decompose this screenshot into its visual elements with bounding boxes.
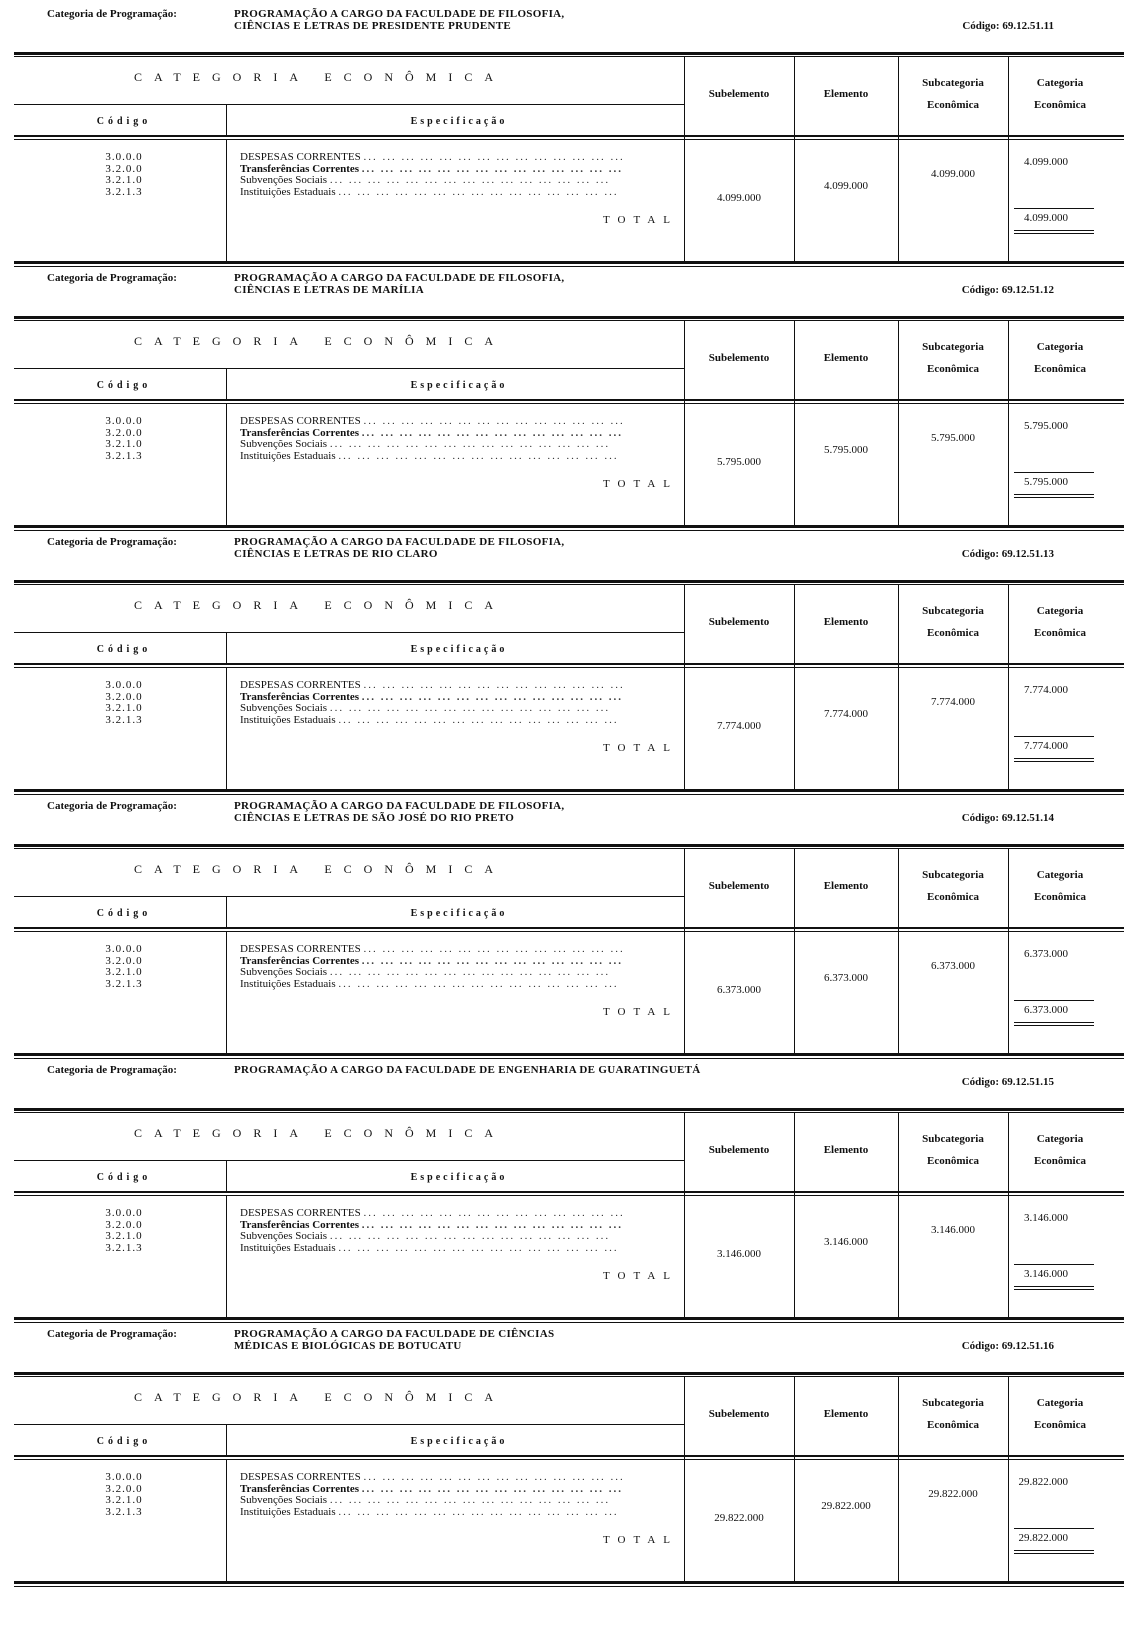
column-divider <box>898 321 899 525</box>
program-title-line2: CIÊNCIAS E LETRAS DE PRESIDENTE PRUDENTE <box>234 20 511 32</box>
code-cell: 3.2.0.0 <box>105 162 143 175</box>
subcategoria-value: 5.795.000 <box>931 432 975 444</box>
budget-table <box>14 316 1124 536</box>
spec-row: Subvenções Sociais ... ... ... ... ... ... ... ... ... ... ... ... ... ... ... <box>240 1495 611 1506</box>
elemento-value: 5.795.000 <box>824 444 868 456</box>
elemento-value: 7.774.000 <box>824 708 868 720</box>
code-value: 69.12.51.14 <box>1001 812 1054 824</box>
elemento-value: 4.099.000 <box>824 180 868 192</box>
total-double-rule <box>1014 494 1094 498</box>
program-title-line1: PROGRAMAÇÃO A CARGO DA FACULDADE DE FILOSOFIA, <box>234 272 565 284</box>
specification-list <box>240 944 682 990</box>
categoria-column-header: Categoria Econômica <box>1034 604 1086 639</box>
code-cell: 3.2.1.3 <box>105 1505 143 1518</box>
programming-section <box>0 1064 1138 1334</box>
code-cell: 3.2.1.3 <box>105 713 143 726</box>
subcategoria-column-header: Subcategoria Econômica <box>922 604 984 639</box>
code-cell: 3.0.0.0 <box>105 1471 143 1483</box>
column-divider <box>684 849 685 1053</box>
categoria-column-header: Categoria Econômica <box>1034 868 1086 903</box>
codigo-column-header: Código <box>96 908 152 919</box>
code-cell: 3.2.1.3 <box>105 449 143 462</box>
total-value: 4.099.000 <box>1024 212 1068 224</box>
column-divider <box>794 1113 795 1317</box>
subelemento-value: 6.373.000 <box>717 984 761 996</box>
elemento-column-header: Elemento <box>823 615 869 628</box>
total-label: TOTAL <box>603 478 678 490</box>
subelemento-value: 4.099.000 <box>717 192 761 204</box>
spec-row: Transferências Correntes ... ... ... ... ... ... ... ... ... ... ... ... ... ... <box>240 955 624 967</box>
column-divider <box>684 321 685 525</box>
total-label: TOTAL <box>603 214 678 226</box>
total-label: TOTAL <box>603 742 678 754</box>
especificacao-column-header: Especificação <box>410 1436 508 1447</box>
subcategoria-column-header: Subcategoria Econômica <box>922 1396 984 1431</box>
program-code <box>962 548 1054 560</box>
spec-row: DESPESAS CORRENTES ... ... ... ... ... ... ... ... ... ... ... ... ... ... <box>240 944 625 955</box>
code-label: Código: <box>961 1340 999 1352</box>
column-divider <box>794 1377 795 1581</box>
category-rule <box>14 1160 684 1161</box>
categoria-column-header: Categoria Econômica <box>1034 1132 1086 1167</box>
elemento-value: 6.373.000 <box>824 972 868 984</box>
categoria-economica-heading: CATEGORIA ECONÔMICA <box>134 334 506 348</box>
subelemento-column-header: Subelemento <box>708 351 770 364</box>
code-label: Código: <box>961 1076 999 1088</box>
section-header <box>0 1064 1138 1104</box>
subelemento-value: 7.774.000 <box>717 720 761 732</box>
subtotal-rule <box>1014 1528 1094 1529</box>
categoria-value: 3.146.000 <box>1024 1212 1068 1224</box>
category-label: Categoria de Programação: <box>47 536 177 548</box>
column-divider <box>898 57 899 261</box>
column-divider <box>226 1424 227 1456</box>
program-title-line1: PROGRAMAÇÃO A CARGO DA FACULDADE DE FILOSOFIA, <box>234 8 565 20</box>
spec-row: Instituições Estaduais ... ... ... ... ... ... ... ... ... ... ... ... ... ... ... <box>240 450 619 462</box>
code-cell: 3.0.0.0 <box>105 415 143 427</box>
program-title-line2: MÉDICAS E BIOLÓGICAS DE BOTUCATU <box>234 1340 462 1352</box>
elemento-column-header: Elemento <box>823 1407 869 1420</box>
column-divider <box>226 404 227 525</box>
code-cell: 3.2.1.3 <box>105 977 143 990</box>
code-cell: 3.2.0.0 <box>105 954 143 967</box>
code-label: Código: <box>961 812 999 824</box>
budget-table <box>14 844 1124 1064</box>
column-divider <box>226 104 227 136</box>
codigo-column-header: Código <box>96 116 152 127</box>
spec-row: Transferências Correntes ... ... ... ... ... ... ... ... ... ... ... ... ... ... <box>240 691 624 703</box>
table-bottom-rule <box>14 261 1124 267</box>
categoria-economica-heading: CATEGORIA ECONÔMICA <box>134 598 506 612</box>
code-value: 69.12.51.15 <box>1001 1076 1054 1088</box>
categoria-economica-heading: CATEGORIA ECONÔMICA <box>134 1390 506 1404</box>
total-value: 3.146.000 <box>1024 1268 1068 1280</box>
total-label: TOTAL <box>603 1270 678 1282</box>
table-bottom-rule <box>14 1581 1124 1587</box>
categoria-economica-heading: CATEGORIA ECONÔMICA <box>134 862 506 876</box>
specification-list <box>240 416 682 462</box>
spec-row: Transferências Correntes ... ... ... ... ... ... ... ... ... ... ... ... ... ... <box>240 1219 624 1231</box>
table-header-rule <box>14 1455 1124 1460</box>
code-cell: 3.0.0.0 <box>105 151 143 163</box>
program-title <box>234 1328 554 1352</box>
code-value: 69.12.51.12 <box>1001 284 1054 296</box>
category-rule <box>14 896 684 897</box>
category-label: Categoria de Programação: <box>47 1064 177 1076</box>
column-divider <box>684 1113 685 1317</box>
programming-section <box>0 800 1138 1070</box>
especificacao-column-header: Especificação <box>410 908 508 919</box>
spec-row: Transferências Correntes ... ... ... ... ... ... ... ... ... ... ... ... ... ... <box>240 1483 624 1495</box>
budget-table <box>14 1372 1124 1592</box>
column-divider <box>898 1113 899 1317</box>
subelemento-value: 29.822.000 <box>714 1512 764 1524</box>
spec-row: DESPESAS CORRENTES ... ... ... ... ... ... ... ... ... ... ... ... ... ... <box>240 1472 625 1483</box>
code-cell: 3.2.1.0 <box>105 174 143 186</box>
section-header <box>0 8 1138 48</box>
specification-list <box>240 1472 682 1518</box>
program-title <box>234 1064 700 1076</box>
specification-list <box>240 152 682 198</box>
code-value: 69.12.51.13 <box>1001 548 1054 560</box>
code-list <box>74 1208 174 1254</box>
total-double-rule <box>1014 758 1094 762</box>
code-list <box>74 152 174 198</box>
categoria-economica-heading: CATEGORIA ECONÔMICA <box>134 70 506 84</box>
spec-row: DESPESAS CORRENTES ... ... ... ... ... ... ... ... ... ... ... ... ... ... <box>240 680 625 691</box>
program-code <box>962 284 1054 296</box>
total-label: TOTAL <box>603 1534 678 1546</box>
column-divider <box>684 57 685 261</box>
spec-row: Instituições Estaduais ... ... ... ... ... ... ... ... ... ... ... ... ... ... ... <box>240 714 619 726</box>
column-divider <box>226 1196 227 1317</box>
program-code <box>962 20 1054 32</box>
program-title-line1: PROGRAMAÇÃO A CARGO DA FACULDADE DE FILOSOFIA, <box>234 800 565 812</box>
column-divider <box>794 57 795 261</box>
subcategoria-column-header: Subcategoria Econômica <box>922 868 984 903</box>
column-divider <box>684 1377 685 1581</box>
code-label: Código: <box>961 284 999 296</box>
category-rule <box>14 368 684 369</box>
table-header-rule <box>14 927 1124 932</box>
column-divider <box>226 932 227 1053</box>
spec-row: Subvenções Sociais ... ... ... ... ... ... ... ... ... ... ... ... ... ... ... <box>240 703 611 714</box>
budget-table <box>14 580 1124 800</box>
spec-row: Instituições Estaduais ... ... ... ... ... ... ... ... ... ... ... ... ... ... ... <box>240 1506 619 1518</box>
code-label: Código: <box>961 548 999 560</box>
subtotal-rule <box>1014 736 1094 737</box>
elemento-column-header: Elemento <box>823 1143 869 1156</box>
column-divider <box>226 1460 227 1581</box>
column-divider <box>684 585 685 789</box>
column-divider <box>898 1377 899 1581</box>
elemento-value: 29.822.000 <box>821 1500 871 1512</box>
program-title <box>234 8 564 32</box>
subelemento-column-header: Subelemento <box>708 1407 770 1420</box>
category-rule <box>14 1424 684 1425</box>
column-divider <box>226 896 227 928</box>
elemento-column-header: Elemento <box>823 351 869 364</box>
code-cell: 3.2.1.0 <box>105 702 143 714</box>
column-divider <box>898 849 899 1053</box>
program-title-line1: PROGRAMAÇÃO A CARGO DA FACULDADE DE CIÊNCIAS <box>234 1328 555 1340</box>
program-title-line2: CIÊNCIAS E LETRAS DE SÃO JOSÉ DO RIO PRETO <box>234 812 515 824</box>
codigo-column-header: Código <box>96 1436 152 1447</box>
code-cell: 3.2.0.0 <box>105 426 143 439</box>
program-code <box>962 1340 1054 1352</box>
program-title <box>234 800 564 824</box>
table-header-rule <box>14 399 1124 404</box>
subtotal-rule <box>1014 1000 1094 1001</box>
specification-list <box>240 1208 682 1254</box>
table-header-rule <box>14 663 1124 668</box>
subelemento-value: 3.146.000 <box>717 1248 761 1260</box>
table-bottom-rule <box>14 525 1124 531</box>
codigo-column-header: Código <box>96 380 152 391</box>
categoria-column-header: Categoria Econômica <box>1034 1396 1086 1431</box>
categoria-value: 4.099.000 <box>1024 156 1068 168</box>
subcategoria-column-header: Subcategoria Econômica <box>922 340 984 375</box>
section-header <box>0 1328 1138 1368</box>
programming-section <box>0 536 1138 806</box>
code-cell: 3.2.1.3 <box>105 1241 143 1254</box>
elemento-column-header: Elemento <box>823 879 869 892</box>
spec-row: Instituições Estaduais ... ... ... ... ... ... ... ... ... ... ... ... ... ... ... <box>240 186 619 198</box>
codigo-column-header: Código <box>96 644 152 655</box>
spec-row: DESPESAS CORRENTES ... ... ... ... ... ... ... ... ... ... ... ... ... ... <box>240 1208 625 1219</box>
subcategoria-value: 4.099.000 <box>931 168 975 180</box>
total-value: 7.774.000 <box>1024 740 1068 752</box>
spec-row: Transferências Correntes ... ... ... ... ... ... ... ... ... ... ... ... ... ... <box>240 427 624 439</box>
budget-table <box>14 52 1124 272</box>
total-double-rule <box>1014 1022 1094 1026</box>
code-value: 69.12.51.16 <box>1001 1340 1054 1352</box>
subelemento-column-header: Subelemento <box>708 879 770 892</box>
code-cell: 3.0.0.0 <box>105 679 143 691</box>
especificacao-column-header: Especificação <box>410 380 508 391</box>
programming-section <box>0 1328 1138 1598</box>
spec-row: Subvenções Sociais ... ... ... ... ... ... ... ... ... ... ... ... ... ... ... <box>240 439 611 450</box>
code-list <box>74 416 174 462</box>
subtotal-rule <box>1014 472 1094 473</box>
codigo-column-header: Código <box>96 1172 152 1183</box>
subcategoria-value: 7.774.000 <box>931 696 975 708</box>
table-bottom-rule <box>14 1053 1124 1059</box>
column-divider <box>226 368 227 400</box>
program-code <box>962 1076 1054 1088</box>
table-bottom-rule <box>14 789 1124 795</box>
section-header <box>0 536 1138 576</box>
program-title-line2: CIÊNCIAS E LETRAS DE RIO CLARO <box>234 548 438 560</box>
code-cell: 3.2.0.0 <box>105 1482 143 1495</box>
spec-row: Subvenções Sociais ... ... ... ... ... ... ... ... ... ... ... ... ... ... ... <box>240 967 611 978</box>
categoria-column-header: Categoria Econômica <box>1034 76 1086 111</box>
program-title <box>234 536 564 560</box>
code-cell: 3.2.0.0 <box>105 690 143 703</box>
category-rule <box>14 632 684 633</box>
table-bottom-rule <box>14 1317 1124 1323</box>
category-label: Categoria de Programação: <box>47 800 177 812</box>
code-cell: 3.2.1.0 <box>105 1230 143 1242</box>
program-title-line1: PROGRAMAÇÃO A CARGO DA FACULDADE DE ENGENHARIA DE GUARATINGUETÁ <box>234 1064 701 1076</box>
category-label: Categoria de Programação: <box>47 272 177 284</box>
budget-table <box>14 1108 1124 1328</box>
column-divider <box>794 585 795 789</box>
categoria-economica-heading: CATEGORIA ECONÔMICA <box>134 1126 506 1140</box>
subelemento-column-header: Subelemento <box>708 615 770 628</box>
category-rule <box>14 104 684 105</box>
code-cell: 3.2.1.3 <box>105 185 143 198</box>
categoria-value: 6.373.000 <box>1024 948 1068 960</box>
column-divider <box>226 668 227 789</box>
category-label: Categoria de Programação: <box>47 8 177 20</box>
spec-row: Instituições Estaduais ... ... ... ... ... ... ... ... ... ... ... ... ... ... ... <box>240 978 619 990</box>
spec-row: Instituições Estaduais ... ... ... ... ... ... ... ... ... ... ... ... ... ... ... <box>240 1242 619 1254</box>
subcategoria-column-header: Subcategoria Econômica <box>922 1132 984 1167</box>
category-label: Categoria de Programação: <box>47 1328 177 1340</box>
subtotal-rule <box>1014 1264 1094 1265</box>
program-title-line2: CIÊNCIAS E LETRAS DE MARÍLIA <box>234 284 424 296</box>
code-label: Código: <box>962 20 1000 32</box>
subcategoria-value: 3.146.000 <box>931 1224 975 1236</box>
spec-row: DESPESAS CORRENTES ... ... ... ... ... ... ... ... ... ... ... ... ... ... <box>240 152 625 163</box>
categoria-value: 29.822.000 <box>1018 1476 1068 1488</box>
programming-section <box>0 8 1138 278</box>
especificacao-column-header: Especificação <box>410 1172 508 1183</box>
column-divider <box>226 632 227 664</box>
table-header-rule <box>14 135 1124 140</box>
column-divider <box>898 585 899 789</box>
programming-section <box>0 272 1138 542</box>
code-list <box>74 680 174 726</box>
total-double-rule <box>1014 230 1094 234</box>
column-divider <box>226 140 227 261</box>
code-list <box>74 944 174 990</box>
column-divider <box>794 849 795 1053</box>
spec-row: Subvenções Sociais ... ... ... ... ... ... ... ... ... ... ... ... ... ... ... <box>240 1231 611 1242</box>
subelemento-column-header: Subelemento <box>708 1143 770 1156</box>
elemento-value: 3.146.000 <box>824 1236 868 1248</box>
total-label: TOTAL <box>603 1006 678 1018</box>
code-cell: 3.2.1.0 <box>105 966 143 978</box>
especificacao-column-header: Especificação <box>410 116 508 127</box>
code-cell: 3.0.0.0 <box>105 1207 143 1219</box>
categoria-value: 5.795.000 <box>1024 420 1068 432</box>
categoria-value: 7.774.000 <box>1024 684 1068 696</box>
code-cell: 3.2.1.0 <box>105 1494 143 1506</box>
code-cell: 3.2.1.0 <box>105 438 143 450</box>
subelemento-value: 5.795.000 <box>717 456 761 468</box>
total-value: 6.373.000 <box>1024 1004 1068 1016</box>
total-value: 29.822.000 <box>1018 1532 1068 1544</box>
total-value: 5.795.000 <box>1024 476 1068 488</box>
total-double-rule <box>1014 1550 1094 1554</box>
subelemento-column-header: Subelemento <box>708 87 770 100</box>
subcategoria-column-header: Subcategoria Econômica <box>922 76 984 111</box>
elemento-column-header: Elemento <box>823 87 869 100</box>
spec-row: Subvenções Sociais ... ... ... ... ... ... ... ... ... ... ... ... ... ... ... <box>240 175 611 186</box>
code-cell: 3.0.0.0 <box>105 943 143 955</box>
subcategoria-value: 29.822.000 <box>928 1488 978 1500</box>
section-header <box>0 272 1138 312</box>
subcategoria-value: 6.373.000 <box>931 960 975 972</box>
column-divider <box>226 1160 227 1192</box>
spec-row: DESPESAS CORRENTES ... ... ... ... ... ... ... ... ... ... ... ... ... ... <box>240 416 625 427</box>
specification-list <box>240 680 682 726</box>
column-divider <box>794 321 795 525</box>
program-title-line1: PROGRAMAÇÃO A CARGO DA FACULDADE DE FILOSOFIA, <box>234 536 565 548</box>
code-cell: 3.2.0.0 <box>105 1218 143 1231</box>
categoria-column-header: Categoria Econômica <box>1034 340 1086 375</box>
spec-row: Transferências Correntes ... ... ... ... ... ... ... ... ... ... ... ... ... ... <box>240 163 624 175</box>
code-list <box>74 1472 174 1518</box>
program-code <box>962 812 1054 824</box>
section-header <box>0 800 1138 840</box>
code-value: 69.12.51.11 <box>1002 20 1054 32</box>
total-double-rule <box>1014 1286 1094 1290</box>
especificacao-column-header: Especificação <box>410 644 508 655</box>
program-title <box>234 272 564 296</box>
subtotal-rule <box>1014 208 1094 209</box>
table-header-rule <box>14 1191 1124 1196</box>
